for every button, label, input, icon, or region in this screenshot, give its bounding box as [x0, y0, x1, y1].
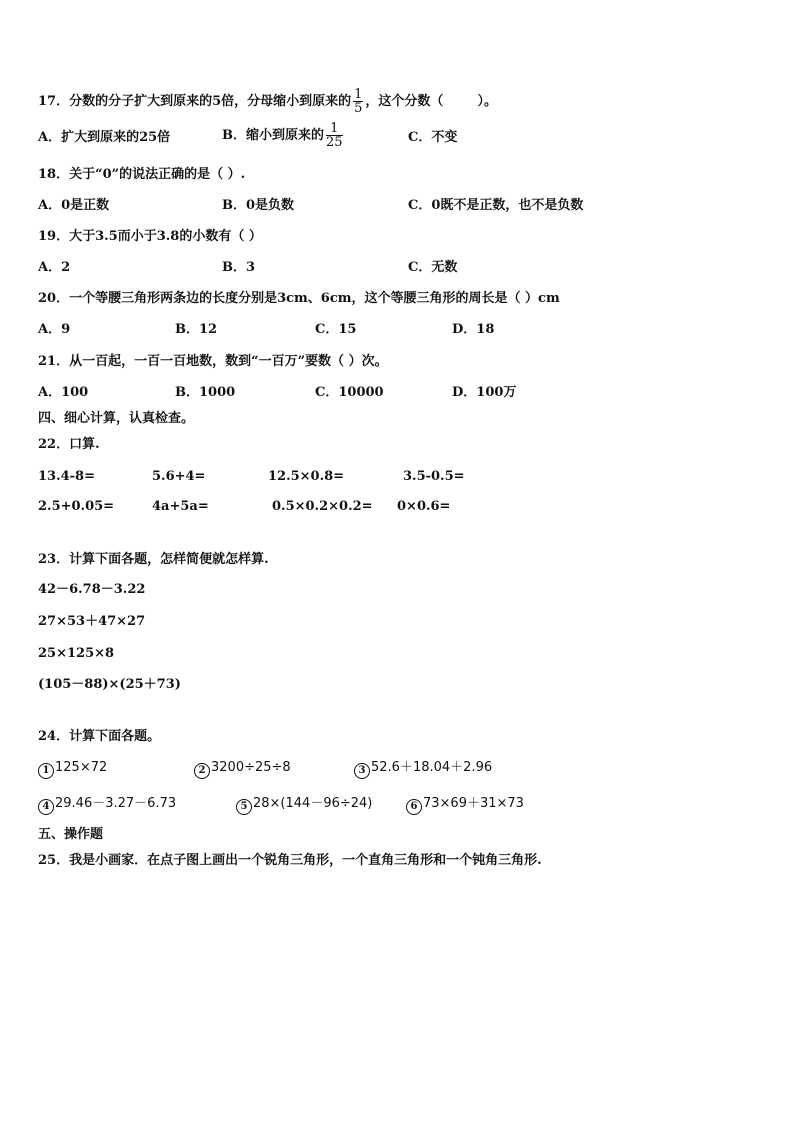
q21-stem: 21．从一百起，一百一百地数，数到“一百万”要数（ ）次。	[38, 354, 388, 369]
q23-item: 27×53＋47×27	[38, 614, 146, 629]
q22-item: 12.5×0.8=	[268, 469, 345, 484]
section-4-title: 四、细心计算，认真检查。	[38, 411, 195, 426]
q21-option-c[interactable]: C．10000	[315, 385, 384, 400]
q21-option-a[interactable]: A．100	[38, 385, 89, 400]
q20-option-c[interactable]: C．15	[315, 322, 357, 337]
q17-option-c[interactable]: C．不变	[408, 130, 458, 145]
q19-option-b[interactable]: B．3	[222, 260, 256, 275]
q22-item: 0×0.6=	[397, 499, 451, 514]
q24-item-3: 3 52.6＋18.04＋2.96	[354, 760, 492, 779]
q24-item-6: 6 73×69＋31×73	[406, 796, 524, 815]
circled-number: 4	[38, 799, 54, 815]
q22-item: 3.5-0.5=	[403, 469, 465, 484]
q23-stem: 23．计算下面各题，怎样简便就怎样算.	[38, 552, 269, 567]
q25-stem: 25．我是小画家．在点子图上画出一个锐角三角形，一个直角三角形和一个钝角三角形.	[38, 853, 542, 868]
q18-option-c[interactable]: C．0既不是正数，也不是负数	[408, 198, 584, 213]
q24-item-4: 4 29.46－3.27－6.73	[38, 796, 176, 815]
q23-item: 25×125×8	[38, 646, 115, 661]
circled-number: 5	[236, 799, 252, 815]
q18-option-a[interactable]: A．0是正数	[38, 198, 110, 213]
q24-item-5: 5 28×(144－96÷24)	[236, 796, 372, 815]
q22-item: 2.5+0.05=	[38, 499, 115, 514]
q17-option-b[interactable]: B．缩小到原来的 $\frac{1}{25}$	[222, 121, 343, 150]
q22-item: 0.5×0.2×0.2=	[272, 499, 373, 514]
q23-item: (105－88)×(25＋73)	[38, 677, 181, 692]
q24-item-2: 2 3200÷25÷8	[194, 760, 291, 779]
q21-option-d[interactable]: D．100万	[452, 385, 517, 400]
q18-stem: 18．关于“0”的说法正确的是（ ）.	[38, 167, 246, 182]
q17-stem: 17．分数的分子扩大到原来的5倍，分母缩小到原来的 $\frac{1}{5}$ ，这个分数（ ）。	[38, 87, 497, 116]
q20-option-b[interactable]: B．12	[175, 322, 218, 337]
q24-stem: 24．计算下面各题。	[38, 729, 161, 744]
circled-number: 6	[406, 799, 422, 815]
fraction-one-fifth: $\frac{1}{5}$	[354, 87, 363, 116]
fraction-one-twenty-fifth: $\frac{1}{25}$	[326, 121, 343, 150]
q20-stem: 20．一个等腰三角形两条边的长度分别是3cm、6cm，这个等腰三角形的周长是（ ）cm	[38, 291, 560, 306]
q17-option-a[interactable]: A．扩大到原来的25倍	[38, 130, 171, 145]
q22-stem: 22．口算.	[38, 437, 100, 452]
q23-item: 42－6.78－3.22	[38, 582, 146, 597]
q19-option-a[interactable]: A．2	[38, 260, 71, 275]
section-5-title: 五、操作题	[38, 827, 104, 842]
circled-number: 2	[194, 763, 210, 779]
circled-number: 1	[38, 763, 54, 779]
q18-option-b[interactable]: B．0是负数	[222, 198, 295, 213]
q21-option-b[interactable]: B．1000	[175, 385, 236, 400]
q22-item: 5.6+4=	[152, 469, 206, 484]
q19-option-c[interactable]: C．无数	[408, 260, 458, 275]
q22-item: 13.4-8=	[38, 469, 95, 484]
q22-item: 4a+5a=	[152, 499, 209, 514]
q20-option-d[interactable]: D．18	[452, 322, 495, 337]
q24-item-1: 1 125×72	[38, 760, 107, 779]
circled-number: 3	[354, 763, 370, 779]
q20-option-a[interactable]: A．9	[38, 322, 71, 337]
q19-stem: 19．大于3.5而小于3.8的小数有（ ）	[38, 229, 262, 244]
